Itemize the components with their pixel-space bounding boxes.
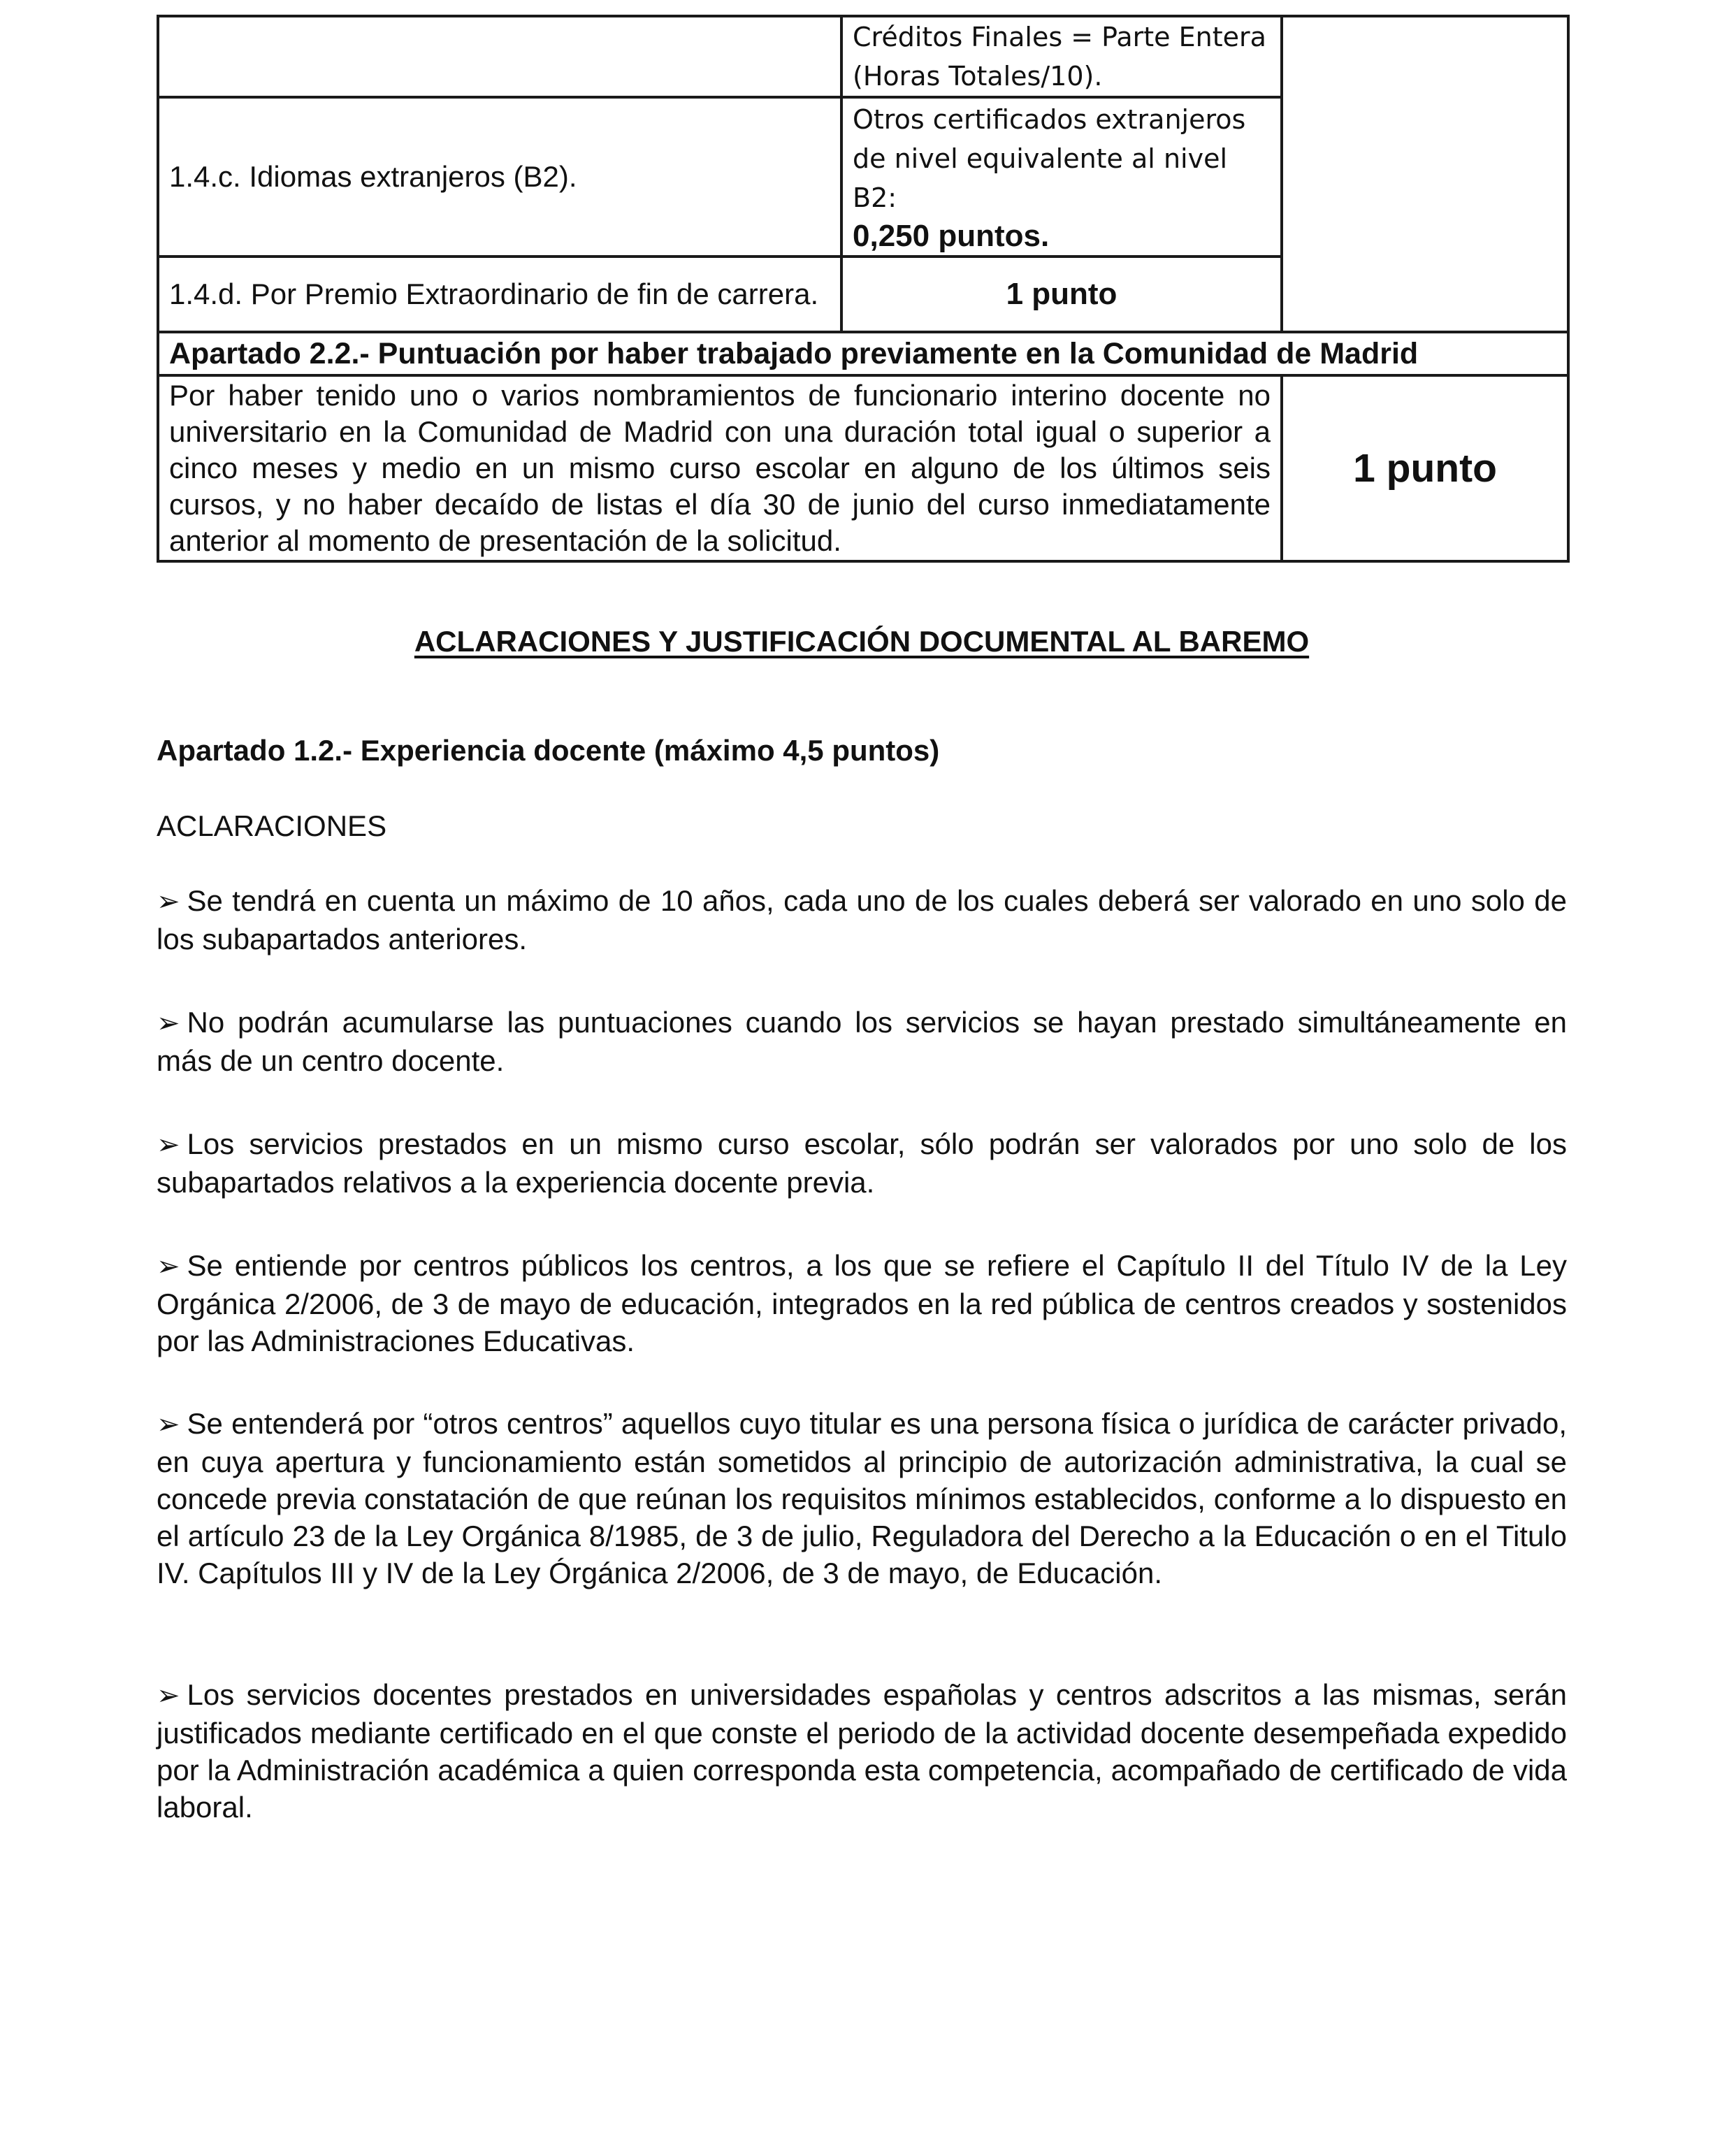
subsection-heading: Apartado 1.2.- Experiencia docente (máximo 4,5 puntos) — [157, 734, 940, 767]
table-cell-points-empty — [1282, 16, 1568, 332]
bullet-arrow-icon: ➢ — [157, 1008, 180, 1039]
section-2-2-description: Por haber tenido uno o varios nombramientos de funcionario interino docente no universitario en la Comunidad de Madrid con una duración total igual o superior a cinco meses y medio en un mismo curso escolar en alguno de los últimos seis cursos, y no haber decaído de listas el día 30 de junio del curso inmediatamente anterior al momento de presentación de la solicitud. — [158, 375, 1282, 561]
table-cell-idiomas: 1.4.c. Idiomas extranjeros (B2). — [158, 97, 841, 257]
bullet-arrow-icon: ➢ — [157, 1251, 180, 1282]
table-cell-premio-points: 1 punto — [841, 257, 1282, 332]
paragraph-text: Se tendrá en cuenta un máximo de 10 años, cada uno de los cuales deberá ser valorado en uno solo de los subapartados anteriores. — [157, 884, 1567, 955]
table-cell-premio: 1.4.d. Por Premio Extraordinario de fin de carrera. — [158, 257, 841, 332]
list-item — [157, 1676, 1567, 1826]
idiomas-points: 0,250 puntos. — [853, 219, 1050, 253]
bullet-arrow-icon: ➢ — [157, 1680, 180, 1711]
paragraph-text: Los servicios docentes prestados en universidades españolas y centros adscritos a las mismas, serán justificados mediante certificado en el que conste el periodo de la actividad docente desempeñada expedido por la Administración académica a quien corresponda esta competencia, acompañado de certificado de vida laboral. — [157, 1678, 1567, 1824]
baremo-table — [157, 15, 1570, 563]
list-item — [157, 1405, 1567, 1592]
paragraph-text: Se entenderá por “otros centros” aquellos cuyo titular es una persona física o jurídica de carácter privado, en cuya apertura y funcionamiento están sometidos al principio de autorización administrativa, la cual se concede previa constatación de que reúnan los requisitos mínimos establecidos, conforme a lo dispuesto en el artículo 23 de la Ley Orgánica 8/1985, de 3 de julio, Reguladora del Derecho a la Educación o en el Titulo IV. Capítulos III y IV de la Ley Órgánica 2/2006, de 3 de mayo, de Educación. — [157, 1407, 1567, 1589]
aclaraciones-label: ACLARACIONES — [157, 809, 387, 842]
list-item — [157, 1125, 1567, 1201]
table-cell-empty — [158, 16, 841, 97]
document-title: ACLARACIONES Y JUSTIFICACIÓN DOCUMENTAL AL BAREMO — [414, 625, 1310, 658]
list-item — [157, 1004, 1567, 1079]
table-row — [158, 332, 1568, 375]
paragraph-text: No podrán acumularse las puntuaciones cuando los servicios se hayan prestado simultáneamente en más de un centro docente. — [157, 1006, 1567, 1077]
bullet-arrow-icon: ➢ — [157, 1130, 180, 1160]
table-cell-idiomas-detail — [841, 97, 1282, 257]
section-2-2-points: 1 punto — [1282, 375, 1568, 561]
table-row — [158, 375, 1568, 561]
paragraph-text: Los servicios prestados en un mismo curso escolar, sólo podrán ser valorados por uno solo de los subapartados relativos a la experiencia docente previa. — [157, 1127, 1567, 1199]
idiomas-detail-text: Otros certificados extranjeros de nivel equivalente al nivel B2: — [853, 104, 1246, 213]
bullet-arrow-icon: ➢ — [157, 886, 180, 917]
bullet-arrow-icon: ➢ — [157, 1409, 180, 1440]
section-2-2-heading: Apartado 2.2.- Puntuación por haber trabajado previamente en la Comunidad de Madrid — [158, 332, 1568, 375]
list-item — [157, 882, 1567, 958]
table-row — [158, 16, 1568, 97]
table-cell-creditos: Créditos Finales = Parte Entera (Horas Totales/10). — [841, 16, 1282, 97]
list-item — [157, 1247, 1567, 1359]
paragraph-text: Se entiende por centros públicos los centros, a los que se refiere el Capítulo II del Título IV de la Ley Orgánica 2/2006, de 3 de mayo de educación, integrados en la red pública de centros creados y sostenidos por las Administraciones Educativas. — [157, 1249, 1567, 1357]
